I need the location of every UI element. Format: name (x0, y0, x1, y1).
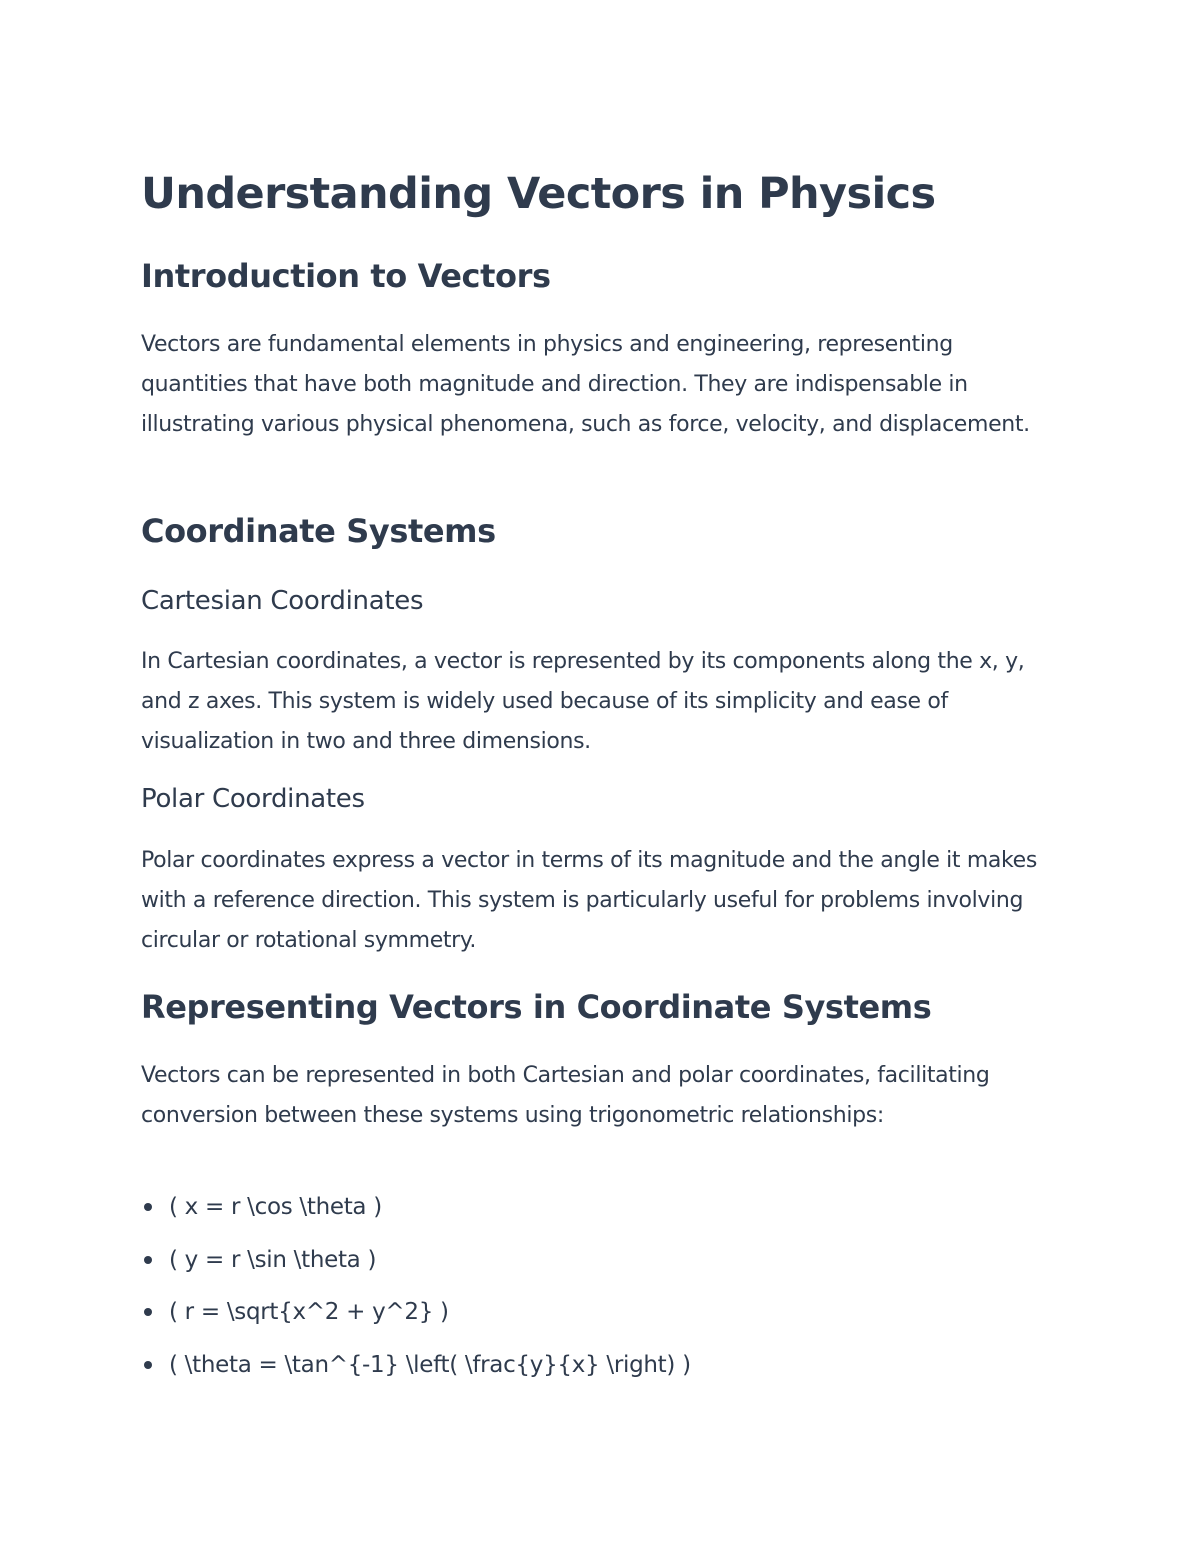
introduction-paragraph: Vectors are fundamental elements in physics and engineering, representing quantities that have both magnitude and direction. They are indispensable in illustrating various physical phenomena, such as force, velocity, and displacement. (141, 332, 1030, 437)
formula-list (141, 1186, 691, 1396)
page-title: Understanding Vectors in Physics (141, 169, 936, 219)
subsection-heading-polar: Polar Coordinates (141, 784, 365, 814)
section-heading-representing-vectors: Representing Vectors in Coordinate Systems (141, 988, 932, 1026)
subsection-heading-cartesian: Cartesian Coordinates (141, 586, 424, 616)
cartesian-paragraph: In Cartesian coordinates, a vector is represented by its components along the x, y, and z axes. This system is widely used because of its simplicity and ease of visualization in two and three dimensions. (141, 649, 1025, 754)
section-heading-introduction: Introduction to Vectors (141, 257, 551, 295)
section-heading-coordinate-systems: Coordinate Systems (141, 512, 496, 550)
polar-paragraph: Polar coordinates express a vector in terms of its magnitude and the angle it makes with a reference direction. This system is particularly useful for problems involving circular or rotational symmetry. (141, 848, 1037, 953)
representing-vectors-paragraph: Vectors can be represented in both Cartesian and polar coordinates, facilitating conversion between these systems using trigonometric relationships: (141, 1063, 990, 1128)
list-item: ( x = r \cos \theta ) (141, 1186, 691, 1239)
list-item: ( \theta = \tan^{-1} \left( \frac{y}{x} \right) ) (141, 1344, 691, 1397)
list-item: ( r = \sqrt{x^2 + y^2} ) (141, 1291, 691, 1344)
list-item: ( y = r \sin \theta ) (141, 1239, 691, 1292)
